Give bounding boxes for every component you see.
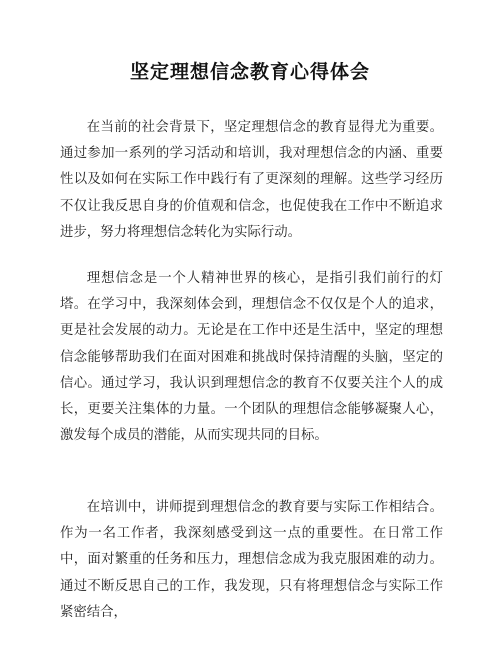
paragraph-2: 理想信念是一个人精神世界的核心，是指引我们前行的灯塔。在学习中，我深刻体会到，理想信念不仅仅是个人的追求，更是社会发展的动力。无论是在工作中还是生活中，坚定的理想信念能够帮助我们在面对困难和挑战时保持清醒的头脑，坚定的信心。通过学习，我认识到理想信念的教育不仅要关注个人的成长，更要关注集体的力量。一个团队的理想信念能够凝聚人心，激发每个成员的潜能，从而实现共同的目标。 [60, 271, 443, 444]
paragraph-1: 在当前的社会背景下，坚定理想信念的教育显得尤为重要。通过参加一系列的学习活动和培训，我对理想信念的内涵、重要性以及如何在实际工作中践行有了更深刻的理解。这些学习经历不仅让我反思自身的价值观和信念，也促使我在工作中不断追求进步，努力将理想信念转化为实际行动。 [60, 120, 443, 240]
paragraph-3: 在培训中，讲师提到理想信念的教育要与实际工作相结合。作为一名工作者，我深刻感受到这一点的重要性。在日常工作中，面对繁重的任务和压力，理想信念成为我克服困难的动力。通过不断反思自己的工作，我发现，只有将理想信念与实际工作紧密结合， [60, 500, 443, 620]
document-title: 坚定理想信念教育心得体会 [129, 61, 370, 83]
